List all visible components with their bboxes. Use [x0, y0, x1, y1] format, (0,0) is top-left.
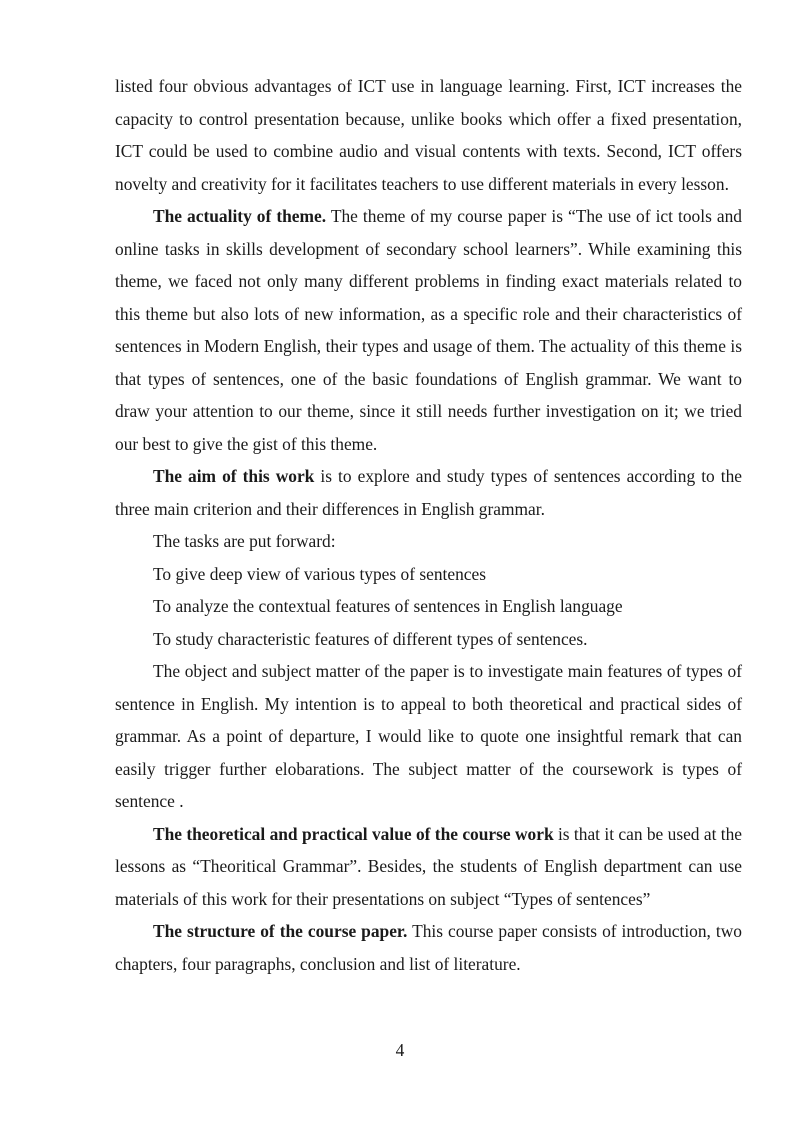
paragraph-tasks-intro: The tasks are put forward:: [153, 531, 336, 551]
heading-structure: The structure of the course paper.: [153, 921, 408, 941]
paragraph-value: [115, 818, 742, 916]
paragraph-value-body: is that it can be used at the lessons as “Theoritical Grammar”. Besides, the students of English department can use materials of this work for their presentations on subject “Types of sentences”: [115, 823, 743, 909]
task-item-2: To analyze the contextual features of sentences in English language: [153, 596, 623, 616]
heading-value: The theoretical and practical value of the course work: [153, 823, 554, 844]
task-item-1: To give deep view of various types of sentences: [153, 563, 486, 584]
paragraph-object-subject: The object and subject matter of the paper is to investigate main features of types of sentence in English. My intention is to appeal to both theoretical and practical sides of grammar. As a point of departure, I would like to quote one insightful remark that can easily trigger further elobarations. The subject matter of the coursework is types of sentence .: [115, 661, 742, 811]
task-item-3: To study characteristic features of different types of sentences.: [153, 628, 588, 649]
paragraph-actuality: [115, 200, 742, 460]
paragraph-structure-body: This course paper consists of introduction, two chapters, four paragraphs, conclusion and list of literature.: [115, 921, 742, 974]
page-number: 4: [395, 1040, 405, 1060]
paragraph-actuality-body: The theme of my course paper is “The use of ict tools and online tasks in skills development of secondary school learners”. While examining this theme, we faced not only many different problems in finding exact materials related to this theme but also lots of new information, as a specific role and their characteristics of sentences in Modern English, their types and usage of them. The actuality of this theme is that types of sentences, one of the basic foundations of English grammar. We want to draw your attention to our theme, since it still needs further investigation on it; we tried our best to give the gist of this theme.: [115, 206, 742, 454]
document-body: [115, 70, 742, 980]
paragraph-aim: [115, 460, 742, 525]
paragraph-structure: [115, 915, 742, 980]
paragraph-aim-body: is to explore and study types of sentences according to the three main criterion and their differences in English grammar.: [115, 466, 742, 519]
heading-actuality: The actuality of theme.: [153, 206, 327, 226]
paragraph-ict-advantages: listed four obvious advantages of ICT use in language learning. First, ICT increases the capacity to control presentation because, unlike books which offer a fixed presentation, ICT could be used to combine audio and visual contents with texts. Second, ICT offers novelty and creativity for it facilitates teachers to use different materials in every lesson.: [115, 76, 742, 194]
heading-aim: The aim of this work: [153, 466, 315, 486]
